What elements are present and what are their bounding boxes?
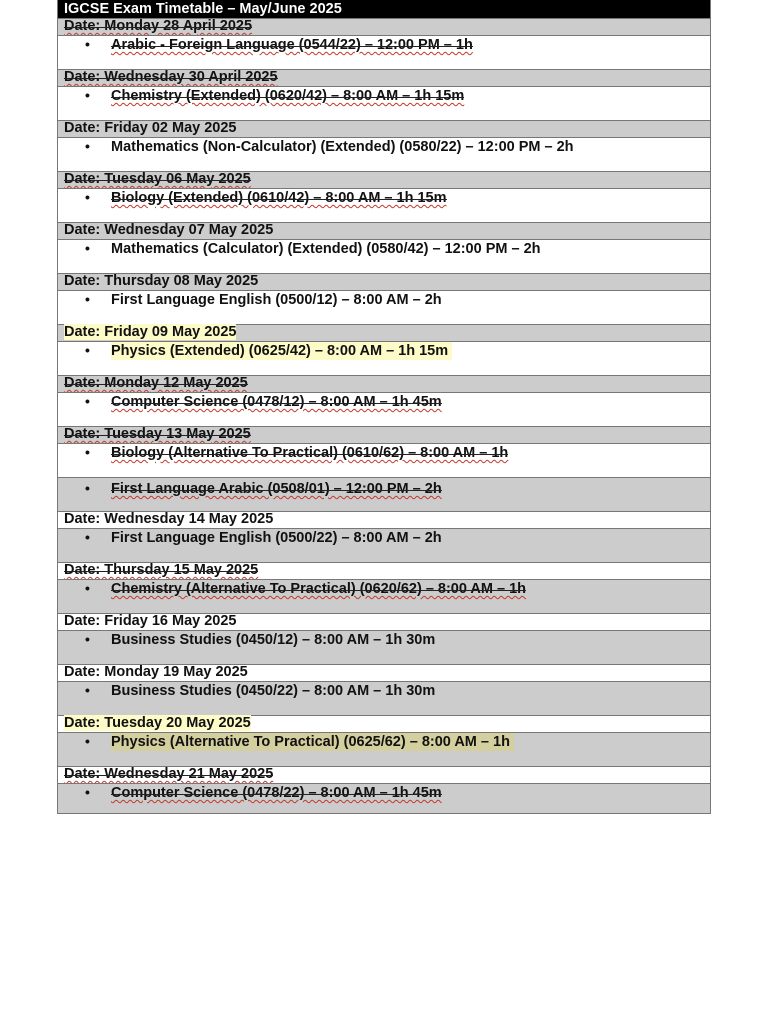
bullet-icon: • (85, 444, 90, 460)
exam-row: • Business Studies (0450/12) – 8:00 AM – 1h 30m (58, 630, 710, 664)
date-row: Date: Monday 19 May 2025 (58, 664, 710, 681)
date-row: Date: Wednesday 14 May 2025 (58, 511, 710, 528)
bullet-icon: • (85, 733, 90, 749)
bullet-icon: • (85, 580, 90, 596)
exam-row: • Biology (Extended) (0610/42) – 8:00 AM – 1h 15m (58, 188, 710, 222)
date-row: Date: Thursday 15 May 2025 (58, 562, 710, 579)
date-row: Date: Friday 16 May 2025 (58, 613, 710, 630)
exam-row: • Chemistry (Alternative To Practical) (0620/62) – 8:00 AM – 1h (58, 579, 710, 613)
bullet-icon: • (85, 393, 90, 409)
exam-row: • Computer Science (0478/22) – 8:00 AM – 1h 45m (58, 783, 710, 813)
date-row: Date: Monday 12 May 2025 (58, 375, 710, 392)
bullet-icon: • (85, 291, 90, 307)
exam-row: • Physics (Extended) (0625/42) – 8:00 AM – 1h 15m (58, 341, 710, 375)
bullet-icon: • (85, 36, 90, 52)
exam-row: • Computer Science (0478/12) – 8:00 AM – 1h 45m (58, 392, 710, 426)
exam-row: • Biology (Alternative To Practical) (0610/62) – 8:00 AM – 1h (58, 443, 710, 477)
date-row: Date: Thursday 08 May 2025 (58, 273, 710, 290)
exam-row: • Arabic - Foreign Language (0544/22) – 12:00 PM – 1h (58, 35, 710, 69)
exam-row: • First Language Arabic (0508/01) – 12:00 PM – 2h (58, 477, 710, 511)
exam-row: • First Language English (0500/12) – 8:00 AM – 2h (58, 290, 710, 324)
date-row: Date: Wednesday 21 May 2025 (58, 766, 710, 783)
exam-row: • Mathematics (Non-Calculator) (Extended) (0580/22) – 12:00 PM – 2h (58, 137, 710, 171)
bullet-icon: • (85, 189, 90, 205)
bullet-icon: • (85, 480, 90, 496)
timetable-sheet (57, 0, 711, 814)
bullet-icon: • (85, 784, 90, 800)
exam-row: • Physics (Alternative To Practical) (0625/62) – 8:00 AM – 1h (58, 732, 710, 766)
date-row: Date: Monday 28 April 2025 (58, 18, 710, 35)
bullet-icon: • (85, 529, 90, 545)
exam-row: • Business Studies (0450/22) – 8:00 AM – 1h 30m (58, 681, 710, 715)
date-row: Date: Tuesday 13 May 2025 (58, 426, 710, 443)
date-row: Date: Tuesday 20 May 2025 (58, 715, 710, 732)
bullet-icon: • (85, 631, 90, 647)
date-row: Date: Wednesday 30 April 2025 (58, 69, 710, 86)
exam-row: • Chemistry (Extended) (0620/42) – 8:00 AM – 1h 15m (58, 86, 710, 120)
bullet-icon: • (85, 87, 90, 103)
date-row: Date: Wednesday 07 May 2025 (58, 222, 710, 239)
bullet-icon: • (85, 138, 90, 154)
date-row: Date: Friday 02 May 2025 (58, 120, 710, 137)
bullet-icon: • (85, 682, 90, 698)
date-row: Date: Tuesday 06 May 2025 (58, 171, 710, 188)
date-row: Date: Friday 09 May 2025 (58, 324, 710, 341)
bullet-icon: • (85, 240, 90, 256)
exam-row: • Mathematics (Calculator) (Extended) (0580/42) – 12:00 PM – 2h (58, 239, 710, 273)
document-title: IGCSE Exam Timetable – May/June 2025 (58, 0, 710, 18)
bullet-icon: • (85, 342, 90, 358)
exam-row: • First Language English (0500/22) – 8:00 AM – 2h (58, 528, 710, 562)
